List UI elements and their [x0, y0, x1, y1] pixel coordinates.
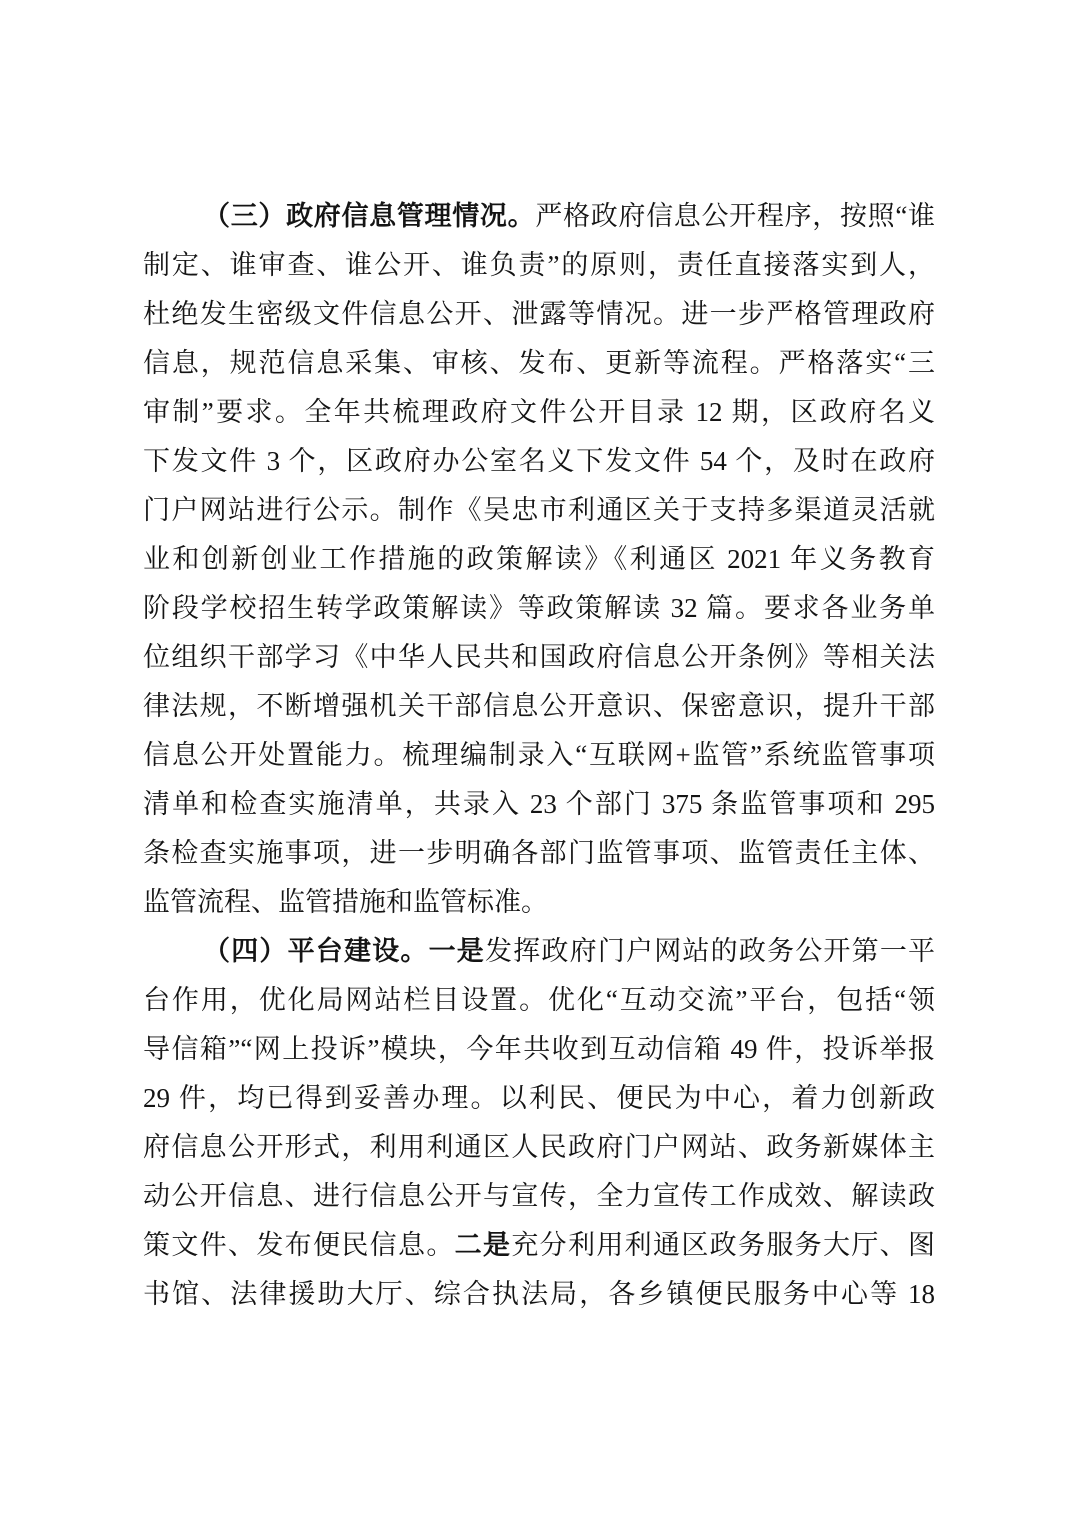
text-line — [143, 1270, 935, 1319]
text-segment: 条检查实施事项，进一步明确各部门监管事项、监管责任主体、 — [143, 838, 935, 868]
text-segment: 清单和检查实施清单，共录入 23 个部门 375 条监管事项和 295 — [143, 789, 935, 819]
text-line — [143, 339, 935, 388]
text-segment: 严格政府信息公开程序，按照“谁 — [535, 201, 936, 231]
text-segment: 制定、谁审查、谁公开、谁负责”的原则，责任直接落实到人， — [143, 250, 935, 280]
bold-text-segment: （三）政府信息管理情况。 — [203, 201, 536, 231]
text-segment: 信息公开处置能力。梳理编制录入“互联网+监管”系统监管事项 — [143, 740, 935, 770]
text-segment: 业和创新创业工作措施的政策解读》《利通区 2021 年义务教育 — [143, 544, 935, 574]
document-text-block — [143, 192, 935, 1319]
text-line — [143, 1025, 935, 1074]
text-segment: 监管流程、监管措施和监管标准。 — [143, 887, 548, 917]
text-segment: 下发文件 3 个，区政府办公室名义下发文件 54 个，及时在政府 — [143, 446, 935, 476]
text-segment: 书馆、法律援助大厅、综合执法局，各乡镇便民服务中心等 18 — [143, 1279, 935, 1309]
text-line — [143, 241, 935, 290]
text-line — [143, 437, 935, 486]
text-line — [143, 1123, 935, 1172]
text-line — [143, 486, 935, 535]
text-segment: 府信息公开形式，利用利通区人民政府门户网站、政务新媒体主 — [143, 1132, 935, 1162]
text-segment: 位组织干部学习《中华人民共和国政府信息公开条例》等相关法 — [143, 642, 935, 672]
text-segment: 律法规，不断增强机关干部信息公开意识、保密意识，提升干部 — [143, 691, 935, 721]
bold-text-segment: （四）平台建设。 — [203, 936, 429, 966]
bold-text-segment: 一是 — [428, 936, 486, 966]
text-line — [143, 878, 935, 927]
text-line — [143, 1172, 935, 1221]
text-line — [143, 388, 935, 437]
text-line — [143, 584, 935, 633]
bold-text-segment: 二是 — [454, 1230, 512, 1260]
text-segment: 信息，规范信息采集、审核、发布、更新等流程。严格落实“三 — [143, 348, 935, 378]
text-segment: 充分利用利通区政务服务大厅、图 — [511, 1230, 936, 1260]
text-line — [143, 535, 935, 584]
text-segment: 杜绝发生密级文件信息公开、泄露等情况。进一步严格管理政府 — [143, 299, 935, 329]
text-line — [143, 1074, 935, 1123]
text-segment: 策文件、发布便民信息。 — [143, 1230, 455, 1260]
text-line — [143, 976, 935, 1025]
text-segment: 门户网站进行公示。制作《吴忠市利通区关于支持多渠道灵活就 — [143, 495, 935, 525]
text-segment: 发挥政府门户网站的政务公开第一平 — [485, 936, 936, 966]
text-line — [143, 290, 935, 339]
text-line — [143, 633, 935, 682]
text-segment: 审制”要求。全年共梳理政府文件公开目录 12 期，区政府名义 — [143, 397, 935, 427]
text-line — [143, 780, 935, 829]
text-segment: 台作用，优化局网站栏目设置。优化“互动交流”平台，包括“领 — [143, 985, 935, 1015]
text-segment: 阶段学校招生转学政策解读》等政策解读 32 篇。要求各业务单 — [143, 593, 935, 623]
text-line — [143, 682, 935, 731]
text-segment: 导信箱”“网上投诉”模块，今年共收到互动信箱 49 件，投诉举报 — [143, 1034, 935, 1064]
text-line — [143, 927, 935, 976]
text-line — [143, 192, 935, 241]
text-line — [143, 731, 935, 780]
text-segment: 动公开信息、进行信息公开与宣传，全力宣传工作成效、解读政 — [143, 1181, 935, 1211]
text-line — [143, 829, 935, 878]
text-segment: 29 件，均已得到妥善办理。以利民、便民为中心，着力创新政 — [143, 1083, 935, 1113]
text-line — [143, 1221, 935, 1270]
